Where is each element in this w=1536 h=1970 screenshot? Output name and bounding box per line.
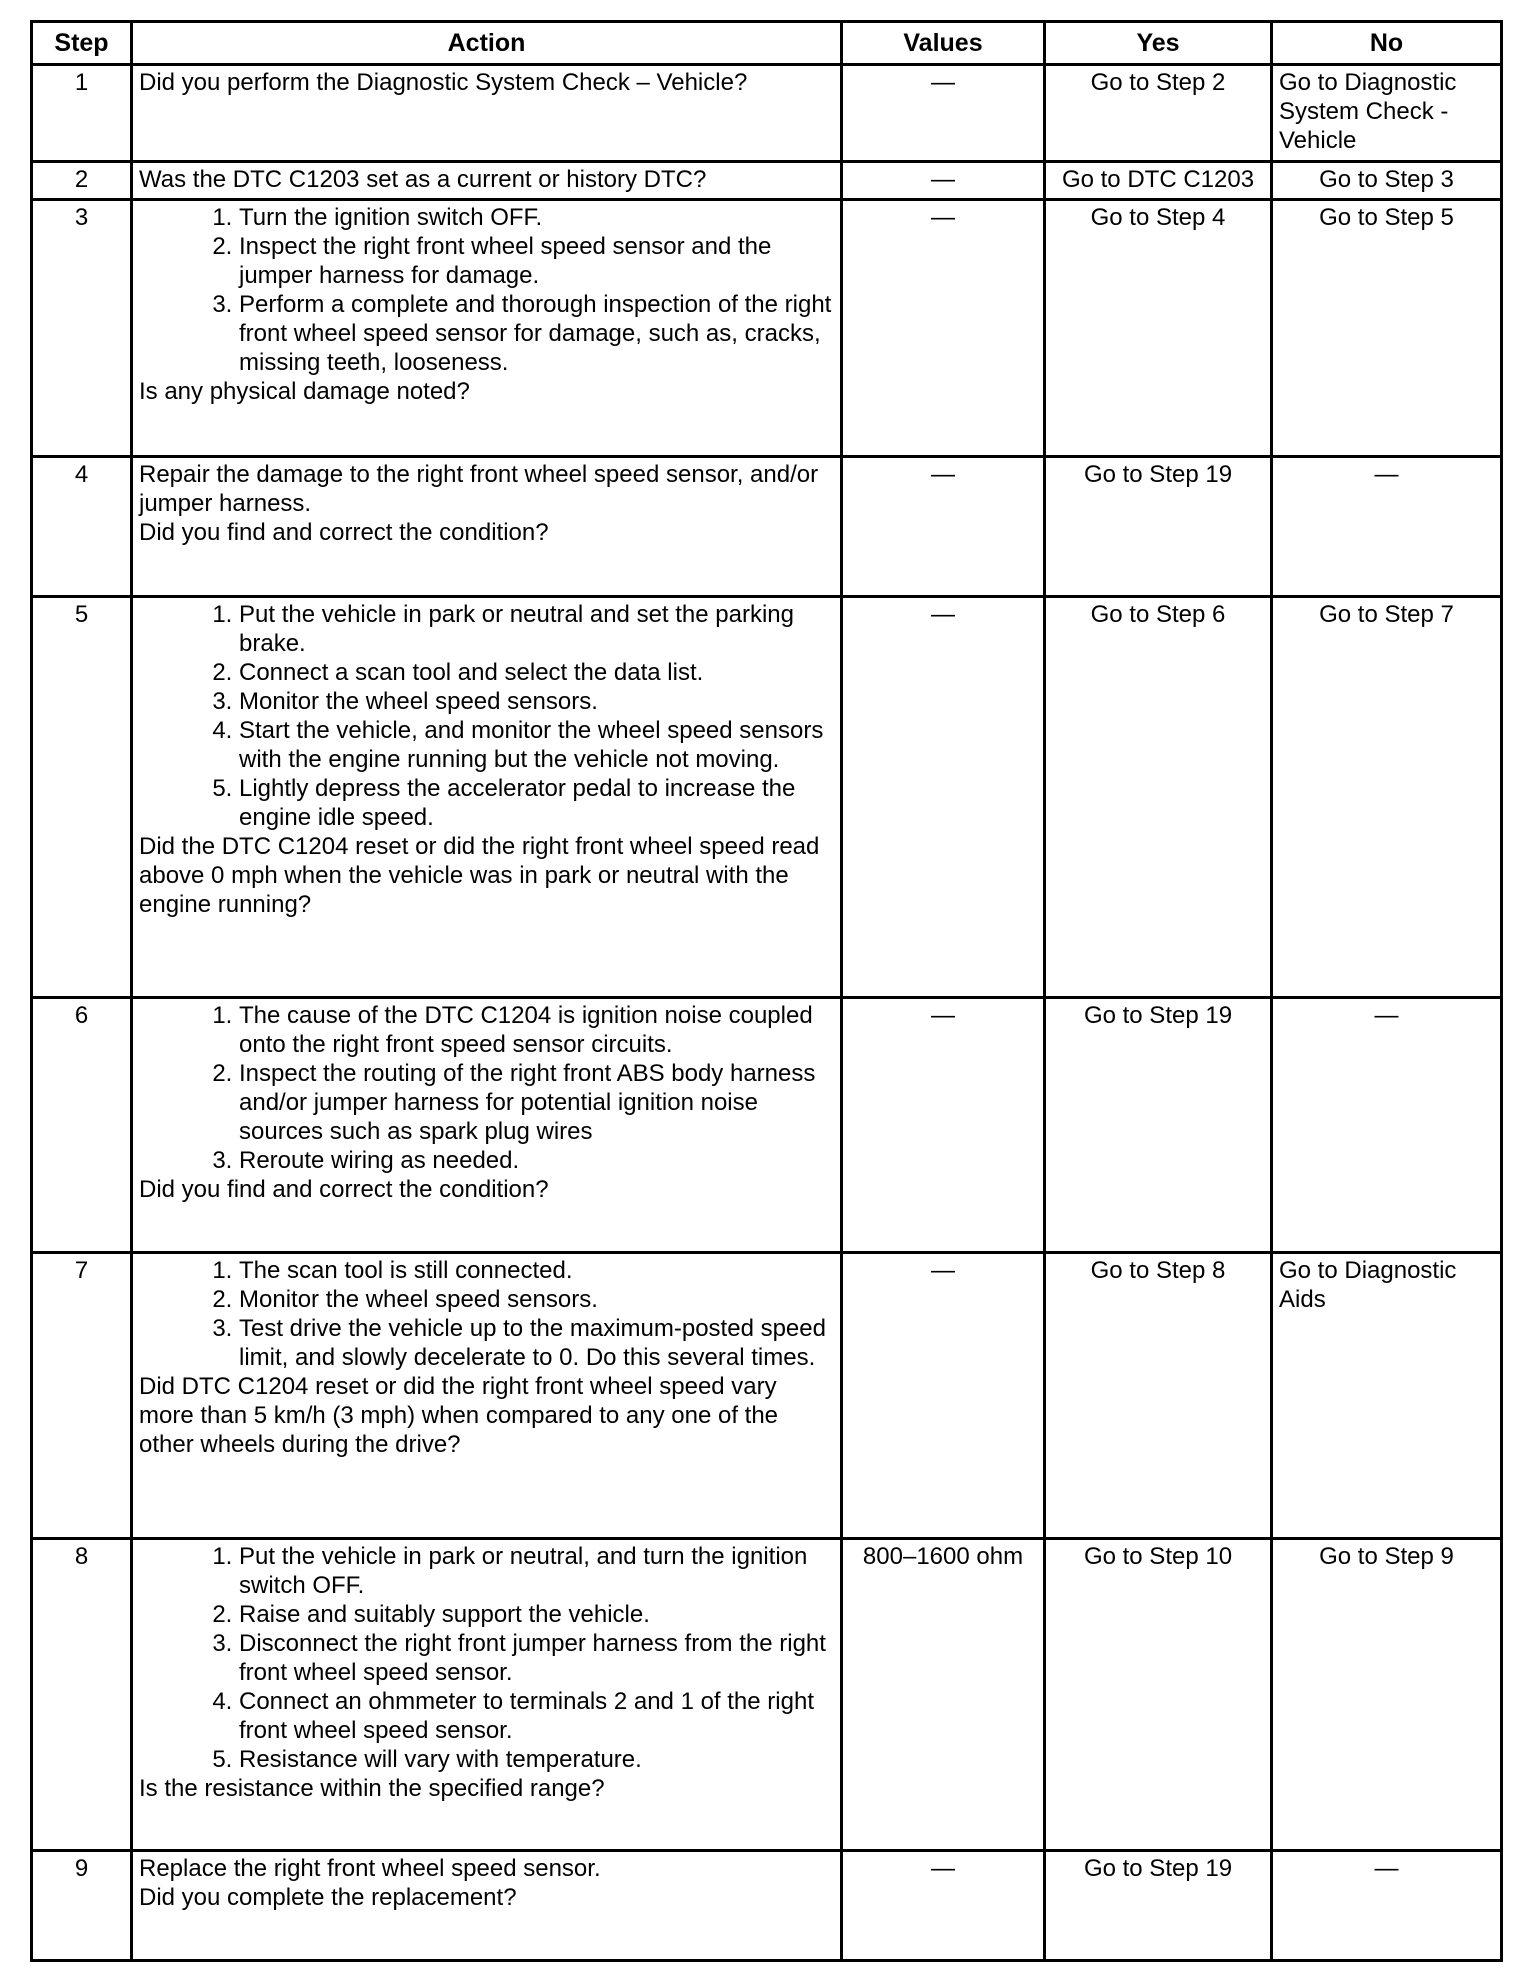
table-row [32, 1253, 1502, 1539]
no-cell: Go to Diagnostic System Check - Vehicle [1272, 65, 1502, 162]
action-cell [132, 200, 842, 457]
step-number: 8 [32, 1539, 132, 1851]
action-question: Is the resistance within the specified range? [139, 1775, 605, 1802]
values-cell: — [842, 457, 1045, 597]
step-number: 5 [32, 597, 132, 998]
action-text: Replace the right front wheel speed sensor. [139, 1855, 601, 1882]
action-question: Did you find and correct the condition? [139, 519, 549, 546]
yes-cell: Go to Step 19 [1045, 1851, 1272, 1961]
table-row [32, 65, 1502, 162]
table-row [32, 200, 1502, 457]
header-values: Values [842, 22, 1045, 65]
action-steps [139, 203, 834, 377]
values-cell: — [842, 597, 1045, 998]
action-text: Was the DTC C1203 set as a current or history DTC? [139, 166, 707, 193]
action-step: 1. Put the vehicle in park or neutral, and turn the ignition switch OFF. [239, 1542, 834, 1600]
header-step: Step [32, 22, 132, 65]
table-row [32, 162, 1502, 200]
header-row [32, 22, 1502, 65]
action-cell [132, 1539, 842, 1851]
yes-cell: Go to Step 2 [1045, 65, 1272, 162]
table-row [32, 457, 1502, 597]
step-number: 7 [32, 1253, 132, 1539]
step-number: 1 [32, 65, 132, 162]
action-step: 5. Lightly depress the accelerator pedal to increase the engine idle speed. [239, 774, 834, 832]
action-step: 2. Inspect the routing of the right front ABS body harness and/or jumper harness for potential ignition noise sources such as spark plug wires [239, 1059, 834, 1146]
yes-cell: Go to Step 19 [1045, 998, 1272, 1253]
action-cell [132, 162, 842, 200]
step-number: 3 [32, 200, 132, 457]
action-step: 2. Monitor the wheel speed sensors. [239, 1285, 834, 1314]
no-cell: — [1272, 998, 1502, 1253]
yes-cell: Go to Step 6 [1045, 597, 1272, 998]
action-steps [139, 600, 834, 832]
values-cell: — [842, 200, 1045, 457]
header-no: No [1272, 22, 1502, 65]
action-question: Did you complete the replacement? [139, 1884, 517, 1911]
action-step: 3. Test drive the vehicle up to the maximum-posted speed limit, and slowly decelerate to 0. Do this several times. [239, 1314, 834, 1372]
action-step: 2. Raise and suitably support the vehicle. [239, 1600, 834, 1629]
values-cell: — [842, 1253, 1045, 1539]
action-step: 1. The scan tool is still connected. [239, 1256, 834, 1285]
header-action: Action [132, 22, 842, 65]
action-steps [139, 1001, 834, 1175]
no-cell: Go to Step 5 [1272, 200, 1502, 457]
action-step: 1. Turn the ignition switch OFF. [239, 203, 834, 232]
action-text: Did you perform the Diagnostic System Check – Vehicle? [139, 69, 748, 96]
action-step: 4. Connect an ohmmeter to terminals 2 and 1 of the right front wheel speed sensor. [239, 1687, 834, 1745]
action-cell [132, 457, 842, 597]
action-step: 4. Start the vehicle, and monitor the wheel speed sensors with the engine running but the vehicle not moving. [239, 716, 834, 774]
table-row [32, 597, 1502, 998]
yes-cell: Go to Step 19 [1045, 457, 1272, 597]
action-step: 3. Reroute wiring as needed. [239, 1146, 834, 1175]
values-cell: 800–1600 ohm [842, 1539, 1045, 1851]
action-cell [132, 65, 842, 162]
action-step: 3. Disconnect the right front jumper harness from the right front wheel speed sensor. [239, 1629, 834, 1687]
values-cell: — [842, 162, 1045, 200]
no-cell: Go to Diagnostic Aids [1272, 1253, 1502, 1539]
action-step: 2. Connect a scan tool and select the data list. [239, 658, 834, 687]
action-step: 2. Inspect the right front wheel speed sensor and the jumper harness for damage. [239, 232, 834, 290]
no-cell: Go to Step 7 [1272, 597, 1502, 998]
no-cell: — [1272, 1851, 1502, 1961]
action-cell [132, 1253, 842, 1539]
values-cell: — [842, 1851, 1045, 1961]
no-cell: Go to Step 9 [1272, 1539, 1502, 1851]
action-cell [132, 998, 842, 1253]
action-cell [132, 1851, 842, 1961]
values-cell: — [842, 998, 1045, 1253]
step-number: 6 [32, 998, 132, 1253]
yes-cell: Go to Step 10 [1045, 1539, 1272, 1851]
action-question: Did the DTC C1204 reset or did the right front wheel speed read above 0 mph when the vehicle was in park or neutral with the engine running? [139, 833, 820, 918]
step-number: 4 [32, 457, 132, 597]
action-step: 1. Put the vehicle in park or neutral and set the parking brake. [239, 600, 834, 658]
table-row [32, 1539, 1502, 1851]
yes-cell: Go to Step 8 [1045, 1253, 1272, 1539]
action-step: 1. The cause of the DTC C1204 is ignition noise coupled onto the right front speed sensor circuits. [239, 1001, 834, 1059]
action-step: 3. Perform a complete and thorough inspection of the right front wheel speed sensor for damage, such as, cracks, missing teeth, looseness. [239, 290, 834, 377]
action-steps [139, 1256, 834, 1372]
no-cell: Go to Step 3 [1272, 162, 1502, 200]
action-step: 5. Resistance will vary with temperature. [239, 1745, 834, 1774]
action-cell [132, 597, 842, 998]
header-yes: Yes [1045, 22, 1272, 65]
table-row [32, 1851, 1502, 1961]
action-question: Did you find and correct the condition? [139, 1176, 549, 1203]
action-question: Did DTC C1204 reset or did the right front wheel speed vary more than 5 km/h (3 mph) when compared to any one of the other wheels during the drive? [139, 1373, 779, 1458]
step-number: 2 [32, 162, 132, 200]
diagnostic-table [30, 20, 1503, 1962]
step-number: 9 [32, 1851, 132, 1961]
action-steps [139, 1542, 834, 1774]
yes-cell: Go to DTC C1203 [1045, 162, 1272, 200]
table-row [32, 998, 1502, 1253]
values-cell: — [842, 65, 1045, 162]
action-step: 3. Monitor the wheel speed sensors. [239, 687, 834, 716]
action-question: Is any physical damage noted? [139, 378, 470, 405]
action-text: Repair the damage to the right front wheel speed sensor, and/or jumper harness. [139, 461, 819, 517]
yes-cell: Go to Step 4 [1045, 200, 1272, 457]
no-cell: — [1272, 457, 1502, 597]
